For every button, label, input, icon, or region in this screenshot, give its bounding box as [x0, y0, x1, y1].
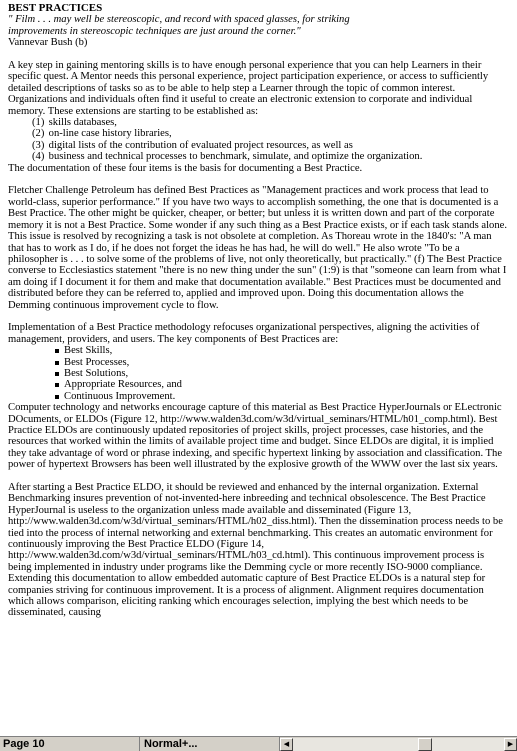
list-item-number: (1): [32, 117, 45, 129]
list-item: [8, 128, 507, 139]
scroll-left-arrow-icon[interactable]: ◀: [280, 738, 293, 751]
bullet-item: Best Processes,: [8, 357, 507, 368]
list-item-text: digital lists of the contribution of evaluated project resources, as well as: [48, 139, 353, 151]
page-indicator[interactable]: Page 10: [0, 737, 140, 751]
bullet-item: Appropriate Resources, and: [8, 379, 507, 390]
horizontal-scrollbar[interactable]: [280, 737, 517, 751]
bullet-list: [8, 345, 507, 402]
paragraph-1-conclusion: The documentation of these four items is the basis for documenting a Best Practice.: [8, 162, 363, 174]
list-item-text: business and technical processes to benchmark, simulate, and optimize the organization.: [48, 151, 423, 163]
list-item-text: on-line case history libraries,: [48, 128, 172, 140]
scroll-right-arrow-icon[interactable]: ▶: [504, 738, 517, 751]
epigraph-quote-line-2: improvements in stereoscopic techniques are just around the corner.": [8, 25, 301, 37]
list-item-text: skills databases,: [48, 117, 117, 129]
list-item-number: (3): [32, 139, 45, 151]
paragraph-1: A key step in gaining mentoring skills is to have enough personal experience that you can help Learners in their specific quest. A Mentor needs this personal experience, project participation experience, or access to sufficiently detailed descriptions of tasks so as to be able to help step a Learner through the topic of common interest. Organizations and individuals often find it useful to create an electronic extension to corporate and individual memory. These extensions are starting to be established as:: [8, 60, 489, 117]
status-bar: [0, 736, 517, 751]
bullet-item: Continuous Improvement.: [8, 391, 507, 402]
scroll-thumb[interactable]: [418, 738, 432, 751]
paragraph-5: After starting a Best Practice ELDO, it should be reviewed and enhanced by the internal organization. External Benchmarking insures prevention of not-invented-here inbreeding and technical obsolescence. The Best Practice HyperJournal is useless to the organization unless made available and disseminated (Figure 13, http://www.walden3d.com/w3d/virtual_seminars/HTML/h02_diss.html). Then the dissemination process needs to be tied into the process of internal networking and external benchmarking. This creates an automatic environment for continuously improving the Best Practice ELDO (Figure 14, http://www.walden3d.com/w3d/virtual_seminars/HTML/h03_cd.html). This continuous improvement process is being implemented in industry under programs like the Demming cycle or more recently ISO-9000 compliance. Extending this documentation to allow embedded automatic capture of Best Practice ELDOs is a natural step for companies striving for continuous improvement. It is a process of alignment. Alignment requires documentation which allows comparison, eliciting ranking which encourages selection, implying the best which needs to be disseminated, causing: [8, 482, 503, 619]
paragraph-4: Computer technology and networks encourage capture of this material as Best Practice HyperJournals or ELectronic DOcuments, or ELDOs (Figure 12, http://www.walden3d.com/w3d/virtual_seminars/HTML/h01_comp.html). Best Practice ELDOs are continuously updated repositories of project skills, project processes, case histories, and the resources that worked within the limits of available project time and budget. Since ELDOs are digital, it is implied they take advantage of word or phrase indexing, and specific hypertext linking by association and classification. The power of hypertext Browsers has been well illustrated by the explosive growth of the WWW over the last six years.: [8, 402, 503, 471]
bullet-item: Best Solutions,: [8, 368, 507, 379]
style-indicator[interactable]: Normal+...: [140, 737, 280, 751]
epigraph-quote-line-1: " Film . . . may well be stereoscopic, and record with spaced glasses, for striking: [8, 14, 350, 26]
paragraph-3: Implementation of a Best Practice methodology refocuses organizational perspectives, aligning the activities of management, providers, and users. The key components of Best Practices are:: [8, 322, 480, 345]
bullet-item: Best Skills,: [8, 345, 507, 356]
list-item: [8, 151, 507, 162]
list-item: [8, 117, 507, 128]
list-item-number: (4): [32, 151, 45, 163]
paragraph-2: Fletcher Challenge Petroleum has defined Best Practices as "Management practices and work process that lead to world-class, superior performance." If you have two ways to accomplish something, the one that is documented is a Best Practice. The other might be quicker, cheaper, or better; but unless it is written down and part of the corporate memory it is not a Best Practice. Some wonder if any such thing as a Best Practice exists, or if each task stands alone. This issue is resolved by recognizing a task is not obsolete at completion. As Thoreau wrote in the 1840's: "A man that has to work as I do, if he does not forget the ideas he has had, he will do well." He also wrote "To be a philosopher is . . . to solve some of the problems of live, not only theoretically, but practically." (f) The Best Practice converse to Ecclesiastics statement "there is no new thing under the sun" (1:9) is that "someone can learn from what I am doing if I document it for them and make that documentation available." Best Practices must be documented and distributed before they can be referred to, applied and improved upon. Doing this documentation allows the Demming continuous improvement cycle to flow.: [8, 185, 507, 311]
section-title: BEST PRACTICES: [8, 2, 103, 14]
scroll-track[interactable]: [293, 738, 504, 751]
numbered-list: [8, 117, 507, 163]
list-item: [8, 140, 507, 151]
epigraph-attribution: Vannevar Bush (b): [8, 37, 88, 49]
list-item-number: (2): [32, 128, 45, 140]
